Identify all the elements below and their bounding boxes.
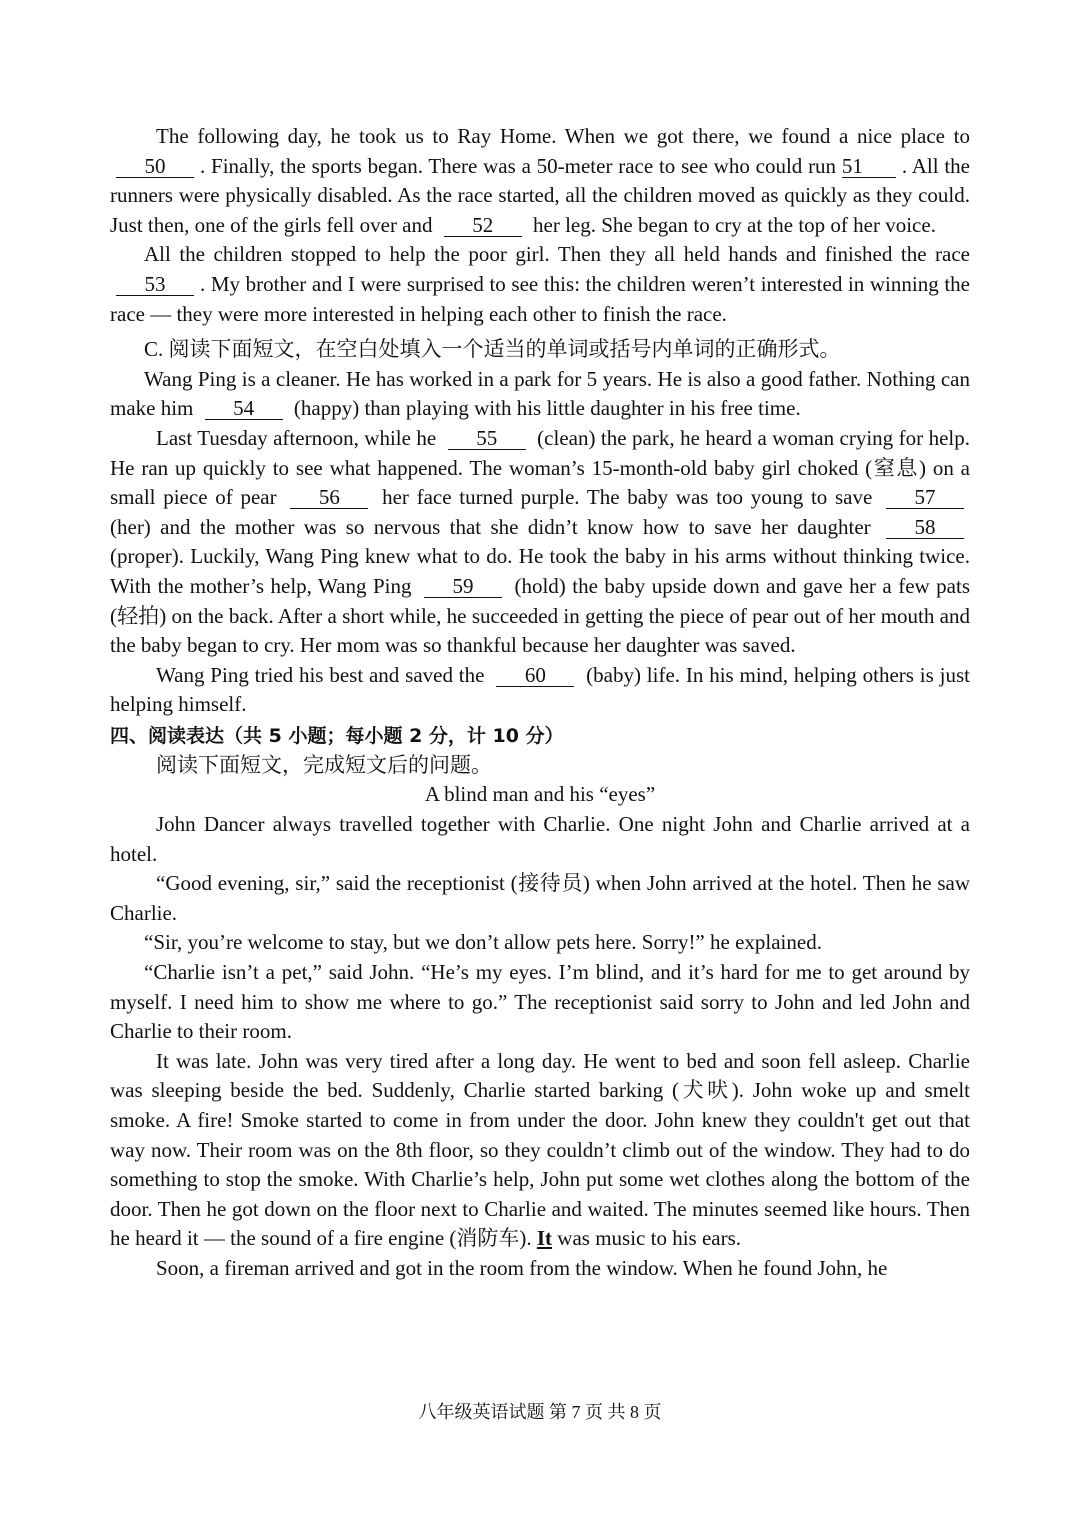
blank-58: 58 <box>886 516 964 539</box>
blank-50: 50 <box>116 155 194 178</box>
text-span: All the children stopped to help the poor girl. Then they all held hands and finished the race <box>144 242 970 267</box>
text-span: . My brother and I were surprised to see this: the children weren’t interested in winning the race — they were more interested in helping each other to finish the race. <box>110 271 970 326</box>
text-span: It was late. John was very tired after a long day. He went to bed and soon fell asleep. Charlie was sleeping beside the bed. Suddenly, Charlie started barking (犬吠). John woke up and smelt smoke. A fire! Smoke started to come in from under the door. John knew they couldn't get out that way now. Their room was on the 8th floor, so they couldn’t climb out of the window. They had to do something to stop the smoke. With Charlie’s help, John put some wet clothes along the bottom of the door. Then he got down on the floor next to Charlie and waited. The minutes seemed like hours. Then he heard it — the sound of a fire engine (消防车). <box>110 1048 970 1251</box>
text-span: (happy) than playing with his little daughter in his free time. <box>293 396 801 421</box>
blank-57: 57 <box>886 486 964 509</box>
blank-60: 60 <box>496 664 574 687</box>
text-span: Last Tuesday afternoon, while he <box>156 425 437 450</box>
section-c-paragraph-1 <box>110 365 970 424</box>
blank-52: 52 <box>444 214 522 237</box>
blank-53: 53 <box>116 273 194 296</box>
story-paragraph-1: John Dancer always travelled together with Charlie. One night John and Charlie arrived at a hotel. <box>110 812 970 866</box>
underlined-it: It <box>536 1226 553 1251</box>
story-paragraph-6: Soon, a fireman arrived and got in the room from the window. When he found John, he <box>156 1255 888 1280</box>
story-paragraph-2: “Good evening, sir,” said the receptionist (接待员) when John arrived at the hotel. Then he saw Charlie. <box>110 871 970 925</box>
text-span: her face turned purple. The baby was too young to save <box>382 485 873 510</box>
blank-51: 51 <box>842 155 896 178</box>
text-span: her leg. She began to cry at the top of her voice. <box>533 212 936 237</box>
text-span: Wang Ping is a cleaner. He has worked in a park for 5 years. He is also a good father. Nothing can make him <box>110 366 970 421</box>
text-span: (hold) the baby upside down and gave her a few pats (轻拍) on the back. After a short while, he succeeded in getting the piece of pear out of her mouth and the baby began to cry. Her mom was so thankful because her daughter was saved. <box>110 573 970 658</box>
passage-b-paragraph-2 <box>110 240 970 329</box>
section-c-paragraph-2 <box>110 424 970 661</box>
story-paragraph-5 <box>110 1047 970 1254</box>
section-c-paragraph-3 <box>110 661 970 720</box>
text-span: The following day, he took us to Ray Home. When we got there, we found a nice place to <box>156 124 970 148</box>
text-span: was music to his ears. <box>557 1226 742 1251</box>
passage-title: A blind man and his “eyes” <box>424 782 656 807</box>
page-footer: 八年级英语试题 第 7 页 共 8 页 <box>418 1402 662 1422</box>
section-c-instruction: C. 阅读下面短文，在空白处填入一个适当的单词或括号内单词的正确形式。 <box>144 337 841 362</box>
text-span: (her) and the mother was so nervous that she didn’t know how to save her daughter <box>110 514 871 539</box>
passage-b-paragraph-1 <box>110 122 970 240</box>
story-paragraph-4: “Charlie isn’t a pet,” said John. “He’s my eyes. I’m blind, and it’s hard for me to get around by myself. I need him to show me where to go.” The receptionist said sorry to John and led John and Charlie to their room. <box>110 960 970 1044</box>
text-span: . Finally, the sports began. There was a 50-meter race to see who could run <box>200 153 837 178</box>
text-span: (proper). Luckily, Wang Ping knew what to do. He took the baby in his arms without thinking twice. With the mother’s help, Wang Ping <box>110 544 970 598</box>
section-4-instruction: 阅读下面短文，完成短文后的问题。 <box>156 752 492 777</box>
text-span: (baby) life. In his mind, helping others is just helping himself. <box>110 662 970 717</box>
blank-59: 59 <box>424 575 502 598</box>
text-span: (clean) the park, he heard a woman crying for help. He ran up quickly to see what happened. The woman’s 15-month-old baby girl choked (窒息) on a small piece of pear <box>110 425 971 510</box>
blank-56: 56 <box>290 486 368 509</box>
text-span: . All the runners were physically disabled. As the race started, all the children moved as quickly as they could. Just then, one of the girls fell over and <box>110 153 970 237</box>
section-4-heading: 四、阅读表达（共 5 小题；每小题 2 分，计 10 分） <box>110 724 564 747</box>
blank-55: 55 <box>448 427 526 450</box>
story-paragraph-3: “Sir, you’re welcome to stay, but we don’t allow pets here. Sorry!” he explained. <box>144 930 822 955</box>
page-content <box>110 122 970 1284</box>
text-span: Wang Ping tried his best and saved the <box>156 662 485 687</box>
blank-54: 54 <box>205 397 283 420</box>
